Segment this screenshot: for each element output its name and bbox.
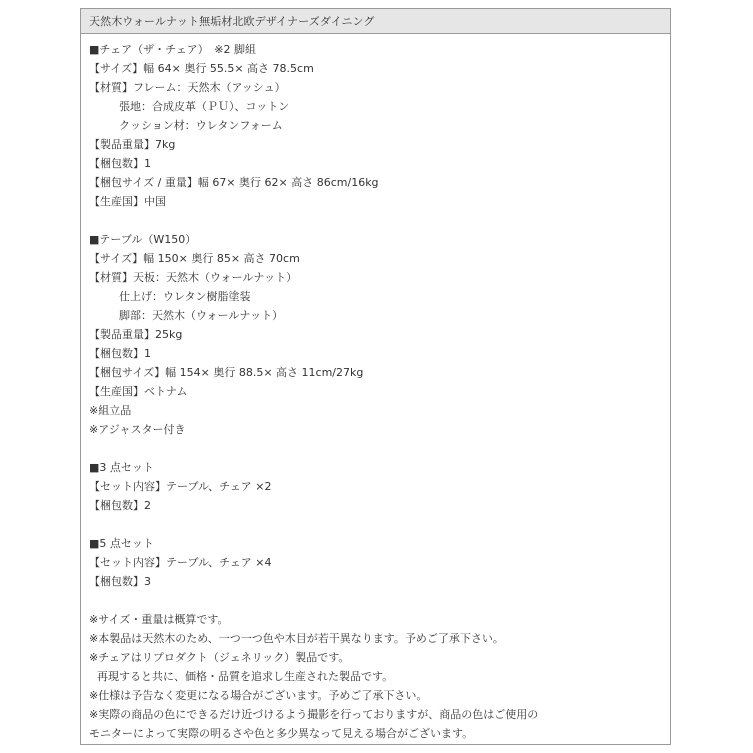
table-packages: 【梱包数】1 — [89, 347, 151, 360]
spacer — [89, 211, 670, 230]
spec-title: 天然木ウォールナット無垢材北欧デザイナーズダイニング — [81, 9, 670, 34]
table-weight: 【製品重量】25kg — [89, 328, 183, 341]
spacer — [89, 439, 670, 458]
table-note-adjuster: ※アジャスター付き — [89, 423, 186, 436]
note-reproduct-detail: 再現すると共に、価格・品質を追求し生産された製品です。 — [97, 670, 394, 683]
note-spec-change: ※仕様は予告なく変更になる場合がございます。予めご了承下さい。 — [89, 689, 428, 702]
note-color-detail: モニターによって実際の明るさや色と多少異なって見える場合がございます。 — [89, 727, 474, 740]
set3-contents: 【セット内容】テーブル、チェア ×2 — [89, 480, 272, 493]
table-size: 【サイズ】幅 150× 奥行 85× 高さ 70cm — [89, 252, 300, 265]
note-reproduct: ※チェアはリプロダクト（ジェネリック）製品です。 — [89, 651, 350, 664]
chair-material-cushion: クッション材：ウレタンフォーム — [119, 119, 283, 132]
spec-body — [81, 34, 670, 743]
note-size-weight: ※サイズ・重量は概算です。 — [89, 613, 229, 626]
chair-material-upholstery: 張地：合成皮革（ＰＵ）、コットン — [119, 100, 290, 113]
table-package-size: 【梱包サイズ】幅 154× 奥行 88.5× 高さ 11cm/27kg — [89, 366, 364, 379]
spec-table — [80, 8, 671, 745]
note-natural-wood: ※本製品は天然木のため、一つ一つ色や木目が若干異なります。予めご了承下さい。 — [89, 632, 504, 645]
table-heading: ■テーブル（W150） — [89, 233, 197, 246]
table-note-assembly: ※組立品 — [89, 404, 132, 417]
chair-size: 【サイズ】幅 64× 奥行 55.5× 高さ 78.5cm — [89, 62, 314, 75]
chair-material-frame: 【材質】フレーム：天然木（アッシュ） — [89, 81, 286, 94]
table-material-top: 【材質】天板：天然木（ウォールナット） — [89, 271, 298, 284]
chair-weight: 【製品重量】7kg — [89, 138, 176, 151]
set5-contents: 【セット内容】テーブル、チェア ×4 — [89, 556, 272, 569]
table-material-finish: 仕上げ：ウレタン樹脂塗装 — [119, 290, 251, 303]
chair-package-size: 【梱包サイズ / 重量】幅 67× 奥行 62× 高さ 86cm/16kg — [89, 176, 379, 189]
note-color: ※実際の商品の色にできるだけ近づけるよう撮影を行っておりますが、商品の色はご使用の — [89, 708, 539, 721]
set5-heading: ■5 点セット — [89, 537, 154, 550]
table-material-legs: 脚部：天然木（ウォールナット） — [119, 309, 284, 322]
chair-packages: 【梱包数】1 — [89, 157, 151, 170]
set5-packages: 【梱包数】3 — [89, 575, 151, 588]
spacer — [89, 591, 670, 610]
chair-origin: 【生産国】中国 — [89, 195, 166, 208]
chair-heading: ■チェア（ザ・チェア） ※2 脚組 — [89, 43, 256, 56]
table-origin: 【生産国】ベトナム — [89, 385, 188, 398]
set3-packages: 【梱包数】2 — [89, 499, 151, 512]
set3-heading: ■3 点セット — [89, 461, 154, 474]
spacer — [89, 515, 670, 534]
